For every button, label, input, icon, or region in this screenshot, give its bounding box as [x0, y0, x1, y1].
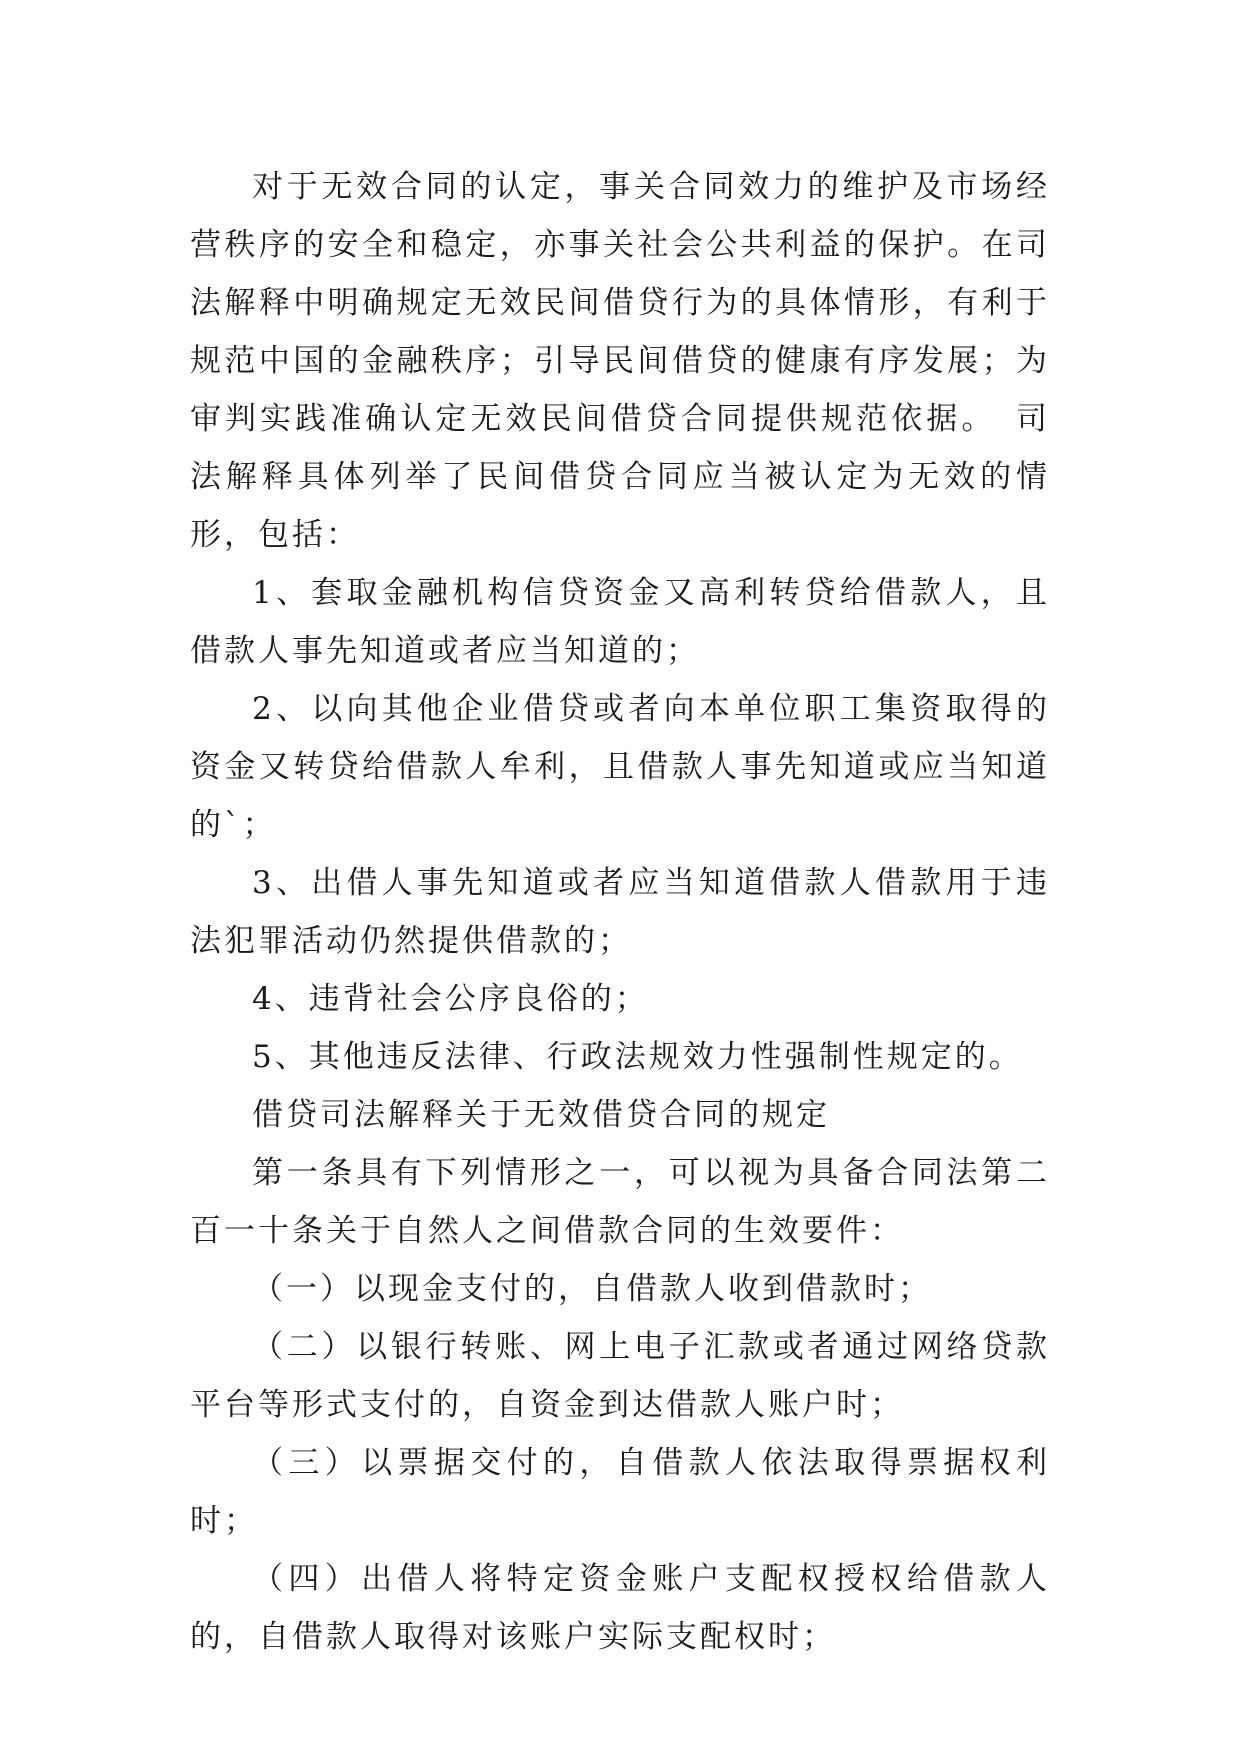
list-item-3: 3、出借人事先知道或者应当知道借款人借款用于违法犯罪活动仍然提供借款的； — [190, 865, 1050, 959]
list-item-4: 4、违背社会公序良俗的； — [252, 981, 649, 1017]
clause-3: （三）以票据交付的，自借款人依法取得票据权利时； — [190, 1445, 1050, 1539]
list-item-1: 1、套取金融机构信贷资金又高利转贷给借款人，且借款人事先知道或者应当知道的； — [190, 575, 1050, 669]
section-heading: 借贷司法解释关于无效借贷合同的规定 — [252, 1097, 830, 1133]
paragraph-intro: 对于无效合同的认定，事关合同效力的维护及市场经营秩序的安全和稳定，亦事关社会公共利益的保护。在司法解释中明确规定无效民间借贷行为的具体情形，有利于规范中国的金融秩序；引导民间借贷的健康有序发展；为审判实践准确认定无效民间借贷合同提供规范依据。 司法解释具体列举了民间借贷合同应当被认定为无效的情形，包括： — [190, 169, 1050, 553]
document-body — [190, 158, 1050, 1666]
clause-4: （四）出借人将特定资金账户支配权授权给借款人的，自借款人取得对该账户实际支配权时； — [190, 1561, 1050, 1655]
clause-1: （一）以现金支付的，自借款人收到借款时； — [252, 1271, 932, 1307]
list-item-2: 2、以向其他企业借贷或者向本单位职工集资取得的资金又转贷给借款人牟利，且借款人事先知道或应当知道的`； — [190, 691, 1050, 843]
article-1: 第一条具有下列情形之一，可以视为具备合同法第二百一十条关于自然人之间借款合同的生效要件： — [190, 1155, 1050, 1249]
clause-2: （二）以银行转账、网上电子汇款或者通过网络贷款平台等形式支付的，自资金到达借款人账户时； — [190, 1329, 1050, 1423]
list-item-5: 5、其他违反法律、行政法规效力性强制性规定的。 — [252, 1039, 1023, 1075]
